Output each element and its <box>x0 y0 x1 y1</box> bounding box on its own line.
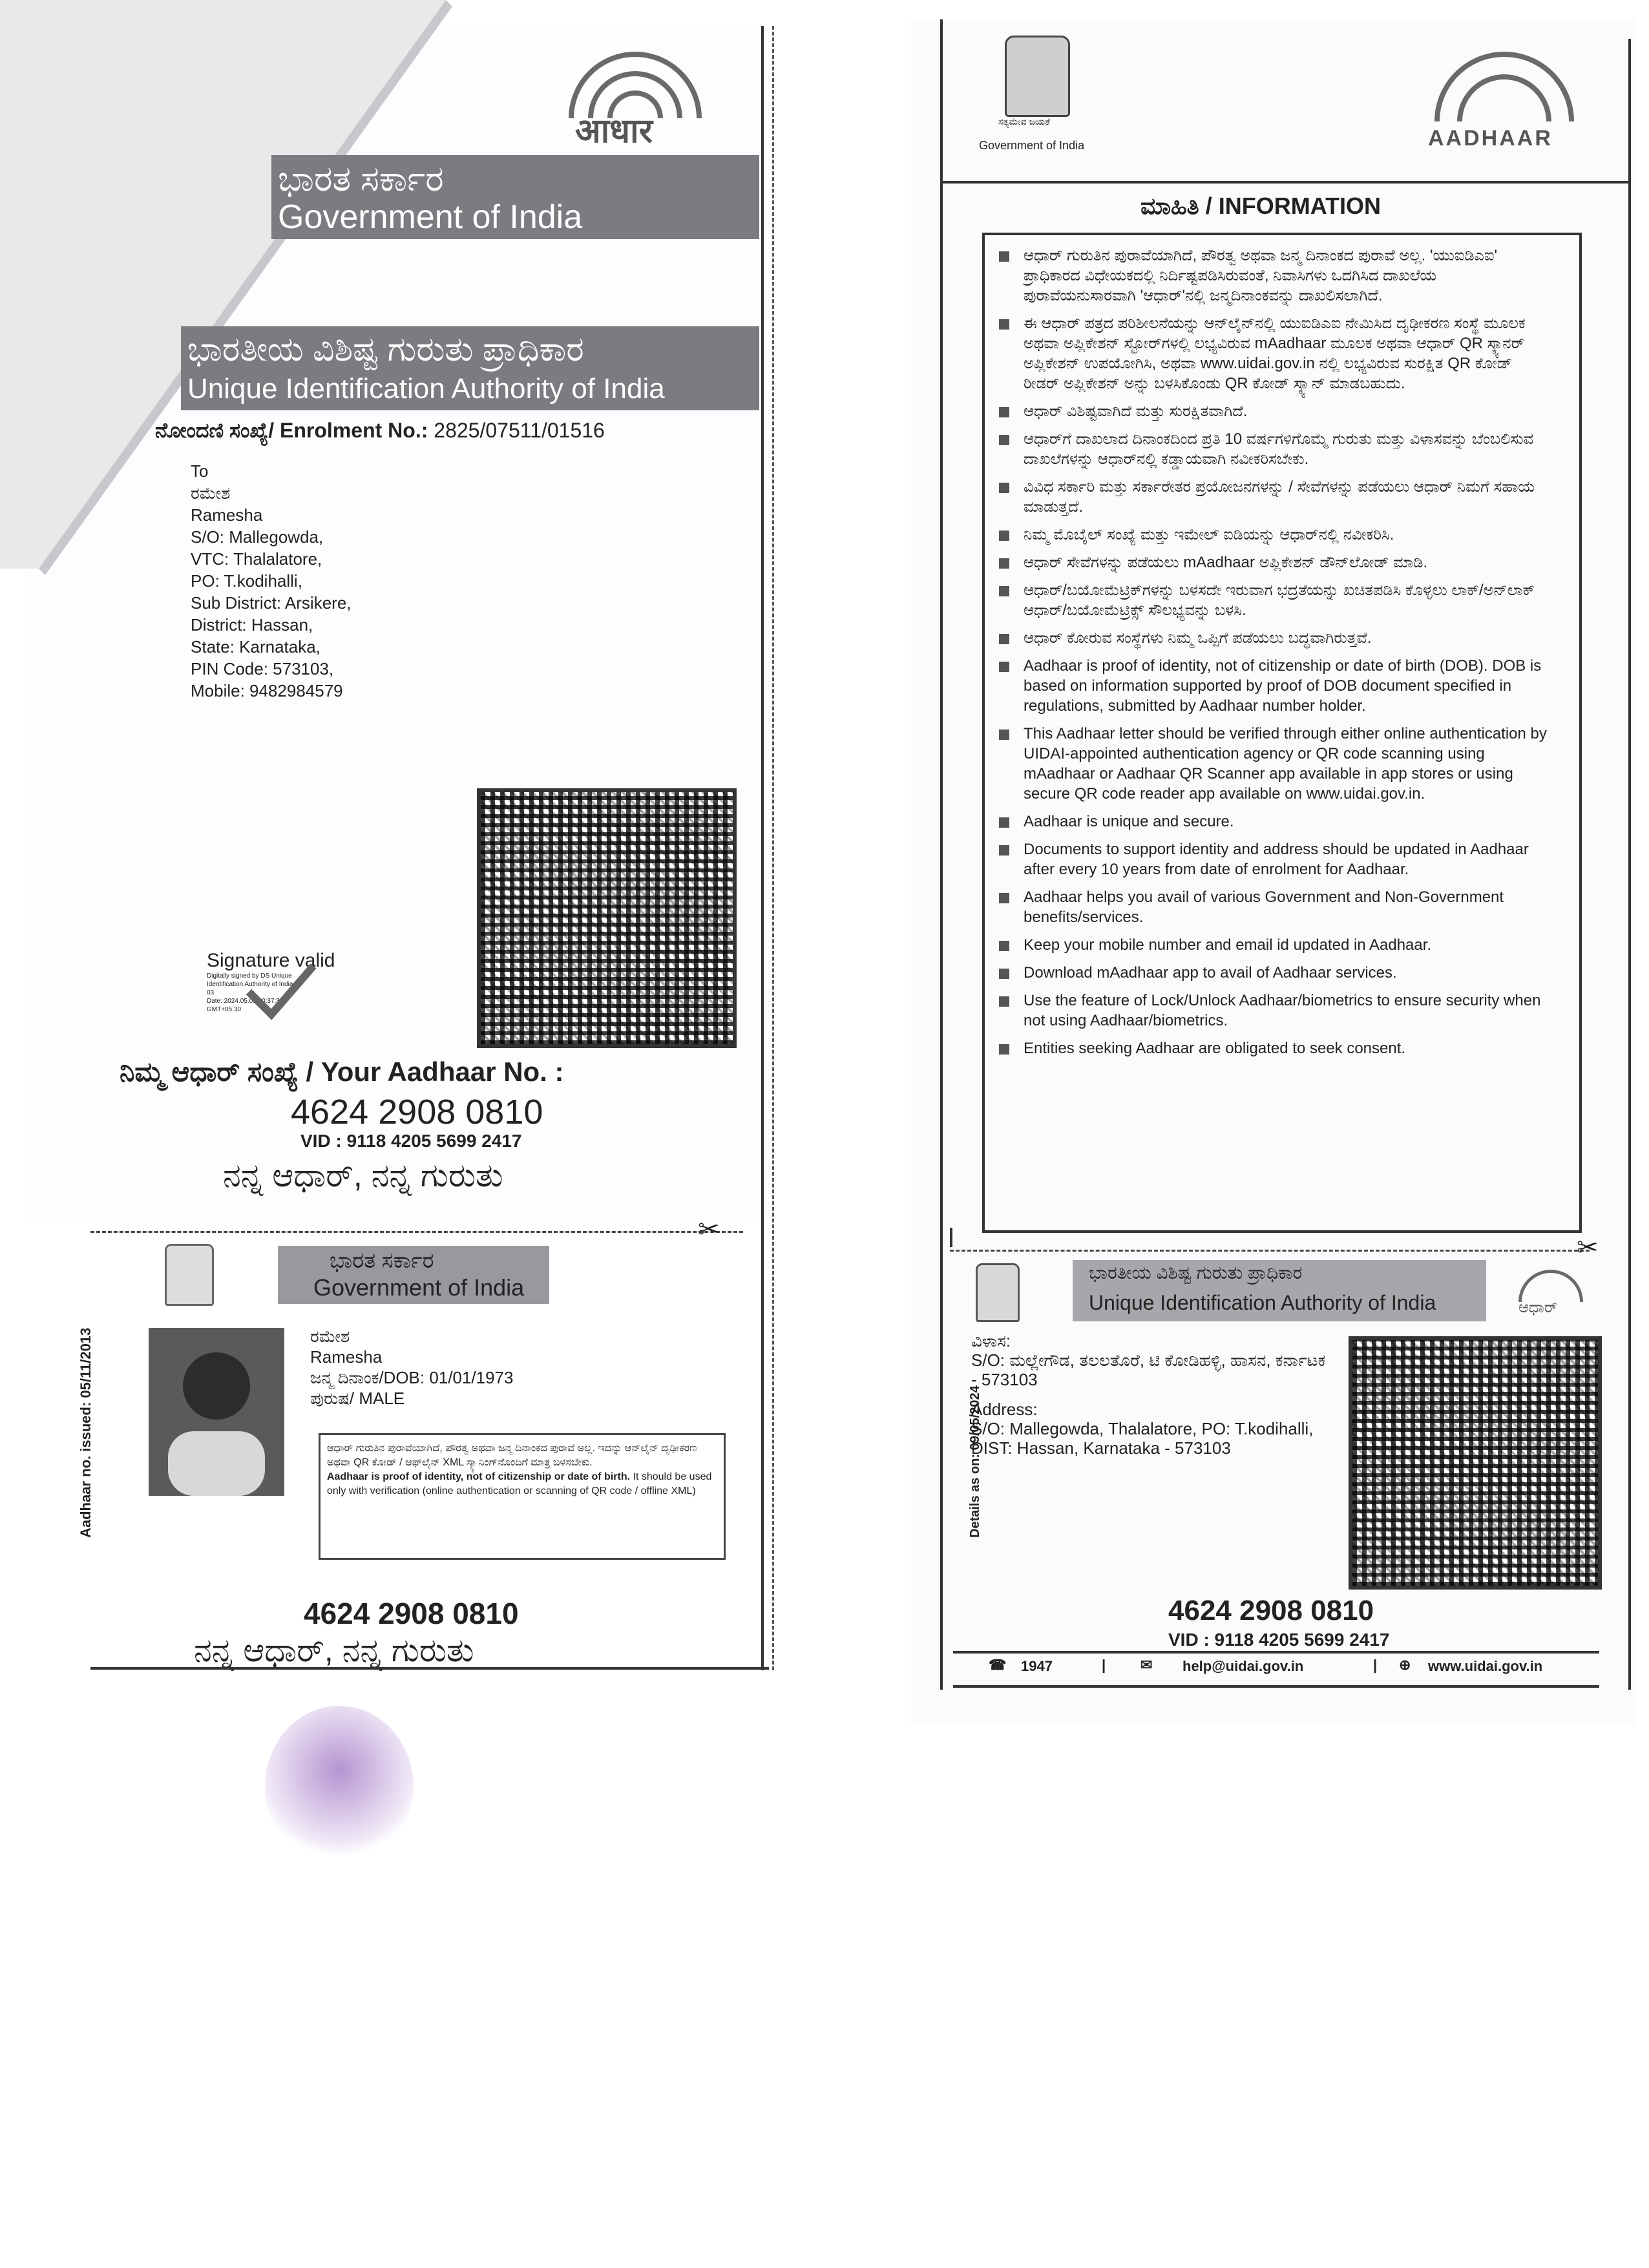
gov-header-kn: ಭಾರತ ಸರ್ಕಾರ <box>278 160 444 198</box>
signature-detail-line: Digitally signed by DS Unique <box>207 972 292 980</box>
letter-right-edge <box>761 26 764 1670</box>
signature-block <box>207 950 401 1014</box>
fold-line <box>772 26 774 1670</box>
enrolment-label: ನೋಂದಣಿ ಸಂಖ್ಯೆ/ Enrolment No.: <box>155 419 428 442</box>
address-line: District: Hassan, <box>191 615 313 635</box>
card-note-en: It should be used only with verification (online authentication or scanning of QR code / offline XML) <box>327 1471 712 1496</box>
footer-divider: | <box>1373 1657 1378 1673</box>
address-kn: S/O: ಮಲ್ಲೇಗೌಡ, ತಲಲತೊರೆ, ಟಿ ಕೋಡಿಹಳ್ಳಿ, ಹಾಸನ, ಕರ್ನಾಟಕ - 573103 <box>971 1350 1326 1389</box>
holder-dob: ಜನ್ಮ ದಿನಾಂಕ/DOB: 01/01/1973 <box>310 1368 514 1387</box>
vid-number: VID : 9118 4205 5699 2417 <box>300 1131 522 1151</box>
info-item: ವಿವಿಧ ಸರ್ಕಾರಿ ಮತ್ತು ಸರ್ಕಾರೇತರ ಪ್ರಯೋಜನಗಳನ್ನು / ಸೇವೆಗಳನ್ನು ಪಡೆಯಲು ಆಧಾರ್ ನಿಮಗೆ ಸಹಾಯ ಮಾಡುತ್ತದೆ. <box>995 477 1551 517</box>
emblem-caption-kn: ಸತ್ಯಮೇವ ಜಯತೆ <box>998 116 1050 127</box>
card-address <box>971 1331 1333 1458</box>
info-item: ಆಧಾರ್ ಗುರುತಿನ ಪುರಾವೆಯಾಗಿದೆ, ಪೌರತ್ವ ಅಥವಾ ಜನ್ಮ ದಿನಾಂಕದ ಪುರಾವೆ ಅಲ್ಲ. 'ಯುಐಡಿಎಐ' ಪ್ರಾಧಿಕಾರದ ವಿಧೇಯಕದಲ್ಲಿ ನಿರ್ದಿಷ್ಟಪಡಿಸಿರುವಂತೆ, ನಿವಾಸಿಗಳು ಒದಗಿಸಿದ ದಾಖಲೆಯ ಪುರಾವೆಯನುಸಾರವಾಗಿ 'ಆಧಾರ್'ನಲ್ಲಿ ಜನ್ಮದಿನಾಂಕವನ್ನು ದಾಖಲಿಸಲಾಗಿದೆ. <box>995 246 1551 306</box>
signature-detail-line: Date: 2024.05.09 10:37:30 <box>207 998 284 1005</box>
card-gov-kn: ಭಾರತ ಸರ್ಕಾರ <box>330 1248 434 1273</box>
card-uidai-en: Unique Identification Authority of India <box>1089 1291 1436 1314</box>
cut-line <box>950 1250 1590 1252</box>
info-item: ಆಧಾರ್ ಕೋರುವ ಸಂಸ್ಥೆಗಳು ನಿಮ್ಮ ಒಪ್ಪಿಗೆ ಪಡೆಯಲು ಬದ್ಧವಾಗಿರುತ್ತವೆ. <box>995 628 1551 648</box>
footer-top-rule <box>953 1651 1599 1654</box>
checkmark-icon <box>246 963 317 1021</box>
uidai-header-kn: ಭಾರತೀಯ ವಿಶಿಷ್ಟ ಗುರುತು ಪ್ರಾಧಿಕಾರ <box>187 331 584 368</box>
emblem-caption: Government of India <box>979 139 1085 152</box>
aadhaar-logo <box>1409 39 1602 155</box>
aadhaar-logo <box>556 39 711 149</box>
address-line: To <box>191 461 209 481</box>
national-emblem-icon <box>1005 36 1070 117</box>
footer-bar <box>969 1655 1602 1681</box>
address-line: Sub District: Arsikere, <box>191 593 352 613</box>
phone-icon: ☎ <box>989 1657 1007 1673</box>
gov-header-en: Government of India <box>278 198 583 236</box>
address-line: ರಮೇಶ <box>191 483 231 503</box>
address-en-label: Address: <box>971 1400 1038 1419</box>
card-bottom-rule <box>90 1667 769 1670</box>
footer-divider: | <box>1102 1657 1106 1673</box>
address-kn-label: ವಿಳಾಸ: <box>971 1331 1011 1350</box>
info-item: Aadhaar helps you avail of various Government and Non-Government benefits/services. <box>995 887 1551 927</box>
address-en: S/O: Mallegowda, Thalalatore, PO: T.kodihalli, DIST: Hassan, Karnataka - 573103 <box>971 1419 1314 1458</box>
email-icon: ✉ <box>1140 1657 1153 1673</box>
address-line: PIN Code: 573103, <box>191 659 334 678</box>
uidai-header-bar <box>181 326 759 410</box>
tagline: ನನ್ನ ಆಧಾರ್, ನನ್ನ ಗುರುತು <box>223 1157 503 1193</box>
info-list <box>995 246 1551 1066</box>
address-line: PO: T.kodihalli, <box>191 571 302 591</box>
scissors-icon: ✂ <box>698 1215 720 1244</box>
aadhaar-number: 4624 2908 0810 <box>291 1093 543 1131</box>
uidai-header-en: Unique Identification Authority of India <box>187 373 665 404</box>
right-letter-right-edge <box>1628 39 1631 1690</box>
aadhaar-logo <box>1512 1266 1590 1325</box>
scissors-icon: ✂ <box>1577 1234 1599 1262</box>
info-item: ಆಧಾರ್ ವಿಶಿಷ್ಟವಾಗಿದೆ ಮತ್ತು ಸುರಕ್ಷಿತವಾಗಿದೆ. <box>995 401 1551 421</box>
signature-detail-line: 03 <box>207 989 215 996</box>
signature-label: Signature valid <box>207 950 335 971</box>
card-note-kn: ಆಧಾರ್ ಗುರುತಿನ ಪುರಾವೆಯಾಗಿದೆ, ಪೌರತ್ವ ಅಥವಾ ಜನ್ಮ ದಿನಾಂಕದ ಪುರಾವೆ ಅಲ್ಲ. ಇದನ್ನು ಆನ್‌ಲೈನ್ ದೃಢೀಕರಣ ಅಥವಾ QR ಕೋಡ್ / ಆಫ್‌ಲೈನ್ XML ಸ್ಕ್ಯಾನಿಂಗ್‌ನೊಂದಿಗೆ ಮಾತ್ರ ಬಳಸಬೇಕು. <box>327 1443 697 1468</box>
card-vid: VID : 9118 4205 5699 2417 <box>1168 1630 1390 1650</box>
holder-photo <box>149 1328 284 1496</box>
emblem-icon <box>165 1244 214 1306</box>
info-item: ಆಧಾರ್ ಸೇವೆಗಳನ್ನು ಪಡೆಯಲು mAadhaar ಅಪ್ಲಿಕೇಶನ್ ಡೌನ್‌ಲೋಡ್ ಮಾಡಿ. <box>995 552 1551 572</box>
footer-email: help@uidai.gov.in <box>1182 1658 1304 1674</box>
info-item: Documents to support identity and address should be updated in Aadhaar after every 10 years from date of enrolment for Aadhaar. <box>995 839 1551 879</box>
info-item: Aadhaar is unique and secure. <box>995 812 1551 832</box>
info-item: ಈ ಆಧಾರ್ ಪತ್ರದ ಪರಿಶೀಲನೆಯನ್ನು ಆನ್‌ಲೈನ್‌ನಲ್ಲಿ ಯುಐಡಿಎಐ ನೇಮಿಸಿದ ದೃಢೀಕರಣ ಸಂಸ್ಥೆ ಮೂಲಕ ಅಥವಾ ಅಪ್ಲಿಕೇಶನ್ ಸ್ಟೋರ್‌ಗಳಲ್ಲಿ ಲಭ್ಯವಿರುವ mAadhaar ಮೂಲಕ ಅಥವಾ ಆಧಾರ್ QR ಸ್ಕ್ಯಾನರ್ ಅಪ್ಲಿಕೇಶನ್ ಉಪಯೋಗಿಸಿ, ಅಥವಾ www.uidai.gov.in ನಲ್ಲಿ ಲಭ್ಯವಿರುವ ಸುರಕ್ಷಿತ QR ಕೋಡ್ ರೀಡರ್ ಅಪ್ಲಿಕೇಶನ್ ಅನ್ನು ಬಳಸಿಕೊಂಡು QR ಕೋಡ್ ಸ್ಕ್ಯಾನ್ ಮಾಡಬಹುದು. <box>995 313 1551 394</box>
details-as-on: Details as on: 09/05/2024 <box>968 1385 982 1538</box>
info-side-rule <box>950 1228 952 1247</box>
card-note-en-bold: Aadhaar is proof of identity, not of citizenship or date of birth. <box>327 1471 631 1482</box>
info-item: Use the feature of Lock/Unlock Aadhaar/biometrics to ensure security when not using Aadhaar/biometrics. <box>995 991 1551 1031</box>
address-line: State: Karnataka, <box>191 637 320 656</box>
footer-web: www.uidai.gov.in <box>1428 1658 1543 1674</box>
address-line: Ramesha <box>191 505 263 525</box>
address-line: Mobile: 9482984579 <box>191 681 343 700</box>
signature-detail-line: Identification Authority of India <box>207 981 293 988</box>
recipient-address <box>191 460 352 702</box>
right-letter-left-edge <box>940 19 943 1690</box>
card-aadhaar-number: 4624 2908 0810 <box>304 1597 519 1630</box>
ink-stamp <box>265 1706 414 1867</box>
header-rule <box>940 181 1628 184</box>
qr-code <box>477 788 737 1048</box>
aadhaar-logo-text: आधार <box>575 112 653 150</box>
holder-gender: ಪುರುಷ/ MALE <box>310 1389 405 1408</box>
emblem-icon <box>976 1263 1020 1322</box>
enrolment-number: 2825/07511/01516 <box>434 419 605 442</box>
info-item: ಆಧಾರ್‌ಗೆ ದಾಖಲಾದ ದಿನಾಂಕದಿಂದ ಪ್ರತಿ 10 ವರ್ಷಗಳಿಗೊಮ್ಮೆ ಗುರುತು ಮತ್ತು ವಿಳಾಸವನ್ನು ಬೆಂಬಲಿಸುವ ದಾಖಲೆಗಳನ್ನು ಆಧಾರ್‌ನಲ್ಲಿ ಕಡ್ಡಾಯವಾಗಿ ನವೀಕರಿಸಬೇಕು. <box>995 429 1551 469</box>
info-title: ಮಾಹಿತಿ / INFORMATION <box>1140 193 1381 219</box>
your-aadhaar-label: ನಿಮ್ಮ ಆಧಾರ್ ಸಂಖ್ಯೆ / Your Aadhaar No. : <box>120 1056 564 1087</box>
cut-line <box>90 1231 743 1233</box>
aadhaar-logo-text: AADHAAR <box>1428 126 1553 151</box>
card-note-box <box>319 1433 726 1560</box>
address-line: VTC: Thalalatore, <box>191 549 322 569</box>
info-item: Aadhaar is proof of identity, not of citizenship or date of birth (DOB). DOB is based on information supported by proof of DOB document specified in regulations, submitted by Aadhaar number holder. <box>995 656 1551 716</box>
card-gov-bar <box>278 1246 549 1304</box>
footer-phone: 1947 <box>1021 1658 1053 1674</box>
signature-detail-line: GMT+05:30 <box>207 1006 242 1013</box>
card-uidai-kn: ಭಾರತೀಯ ವಿಶಿಷ್ಟ ಗುರುತು ಪ್ರಾಧಿಕಾರ <box>1089 1263 1303 1283</box>
card-uidai-bar <box>1073 1260 1486 1321</box>
card-holder-details <box>310 1326 513 1409</box>
gov-header-bar <box>271 155 759 239</box>
footer-bottom-rule <box>953 1685 1599 1688</box>
address-line: S/O: Mallegowda, <box>191 527 324 547</box>
info-item: Download mAadhaar app to avail of Aadhaar services. <box>995 963 1551 983</box>
qr-code <box>1349 1336 1602 1590</box>
info-item: Entities seeking Aadhaar are obligated to seek consent. <box>995 1038 1551 1058</box>
aadhaar-issued-date: Aadhaar no. issued: 05/11/2013 <box>78 1327 94 1538</box>
card-aadhaar-number: 4624 2908 0810 <box>1168 1595 1374 1626</box>
card-tagline: ನನ್ನ ಆಧಾರ್, ನನ್ನ ಗುರುತು <box>194 1632 474 1668</box>
globe-icon: ⊕ <box>1399 1657 1411 1673</box>
enrolment-row <box>155 419 605 443</box>
holder-name-kn: ರಮೇಶ <box>310 1327 350 1346</box>
info-item: This Aadhaar letter should be verified through either online authentication by UIDAI-appointed authentication agency or QR code scanning using mAadhaar or Aadhaar QR Scanner app available in app stores or using secure QR code reader app available on www.uidai.gov.in. <box>995 724 1551 804</box>
card-gov-en: Government of India <box>313 1274 525 1301</box>
holder-name-en: Ramesha <box>310 1347 383 1367</box>
info-item: ನಿಮ್ಮ ಮೊಬೈಲ್ ಸಂಖ್ಯೆ ಮತ್ತು ಇಮೇಲ್ ಐಡಿಯನ್ನು ಆಧಾರ್‌ನಲ್ಲಿ ನವೀಕರಿಸಿ. <box>995 525 1551 545</box>
person-icon <box>149 1328 284 1496</box>
info-item: Keep your mobile number and email id updated in Aadhaar. <box>995 935 1551 955</box>
info-item: ಆಧಾರ್/ಬಯೋಮೆಟ್ರಿಕ್‌ಗಳನ್ನು ಬಳಸದೇ ಇರುವಾಗ ಭದ್ರತೆಯನ್ನು ಖಚಿತಪಡಿಸಿ ಕೊಳ್ಳಲು ಲಾಕ್/ಅನ್‌ಲಾಕ್ ಆಧಾರ್/ಬಯೋಮೆಟ್ರಿಕ್ಸ್ ಸೌಲಭ್ಯವನ್ನು ಬಳಸಿ. <box>995 580 1551 620</box>
aadhaar-logo-text: ಆಧಾರ್ <box>1518 1299 1558 1316</box>
